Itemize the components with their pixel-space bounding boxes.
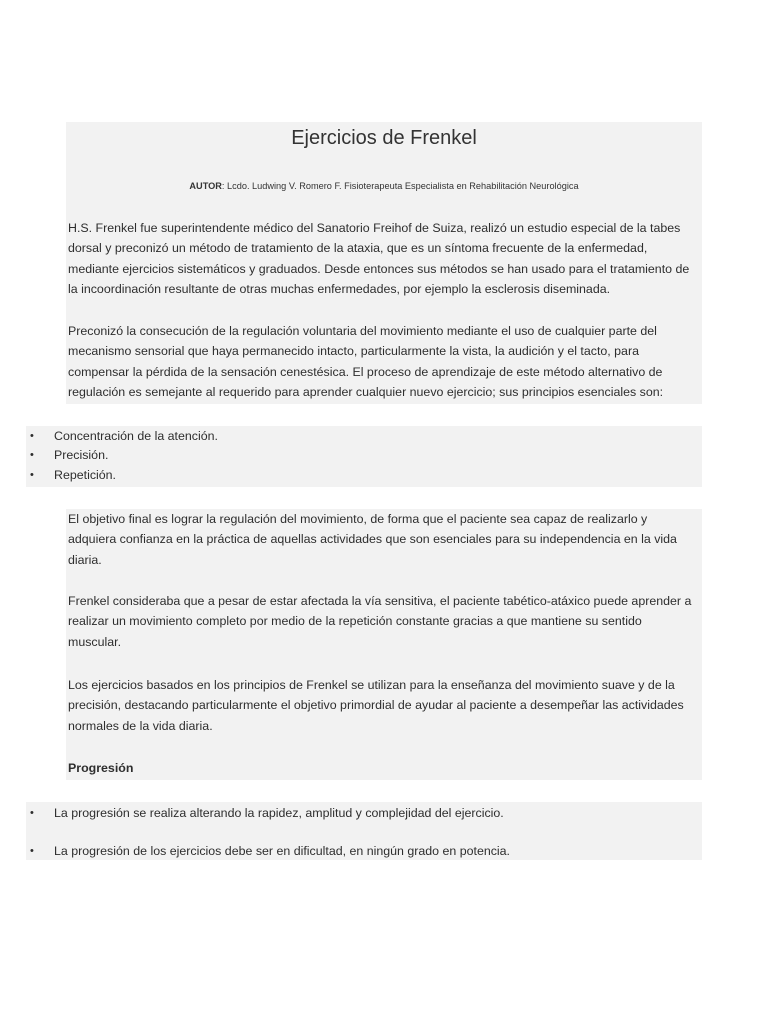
bullet-icon: • bbox=[30, 430, 34, 442]
bullet-icon: • bbox=[30, 845, 34, 857]
paragraph-line: adquiera confianza en la práctica de aquellas actividades que son esenciales para su independencia en la vida bbox=[68, 532, 677, 547]
paragraph-history bbox=[68, 218, 689, 300]
list-item-text: Concentración de la atención. bbox=[54, 429, 218, 443]
paragraph-line: compensar la pérdida de la sensación cenestésica. El proceso de aprendizaje de este método alternativo de bbox=[68, 364, 663, 379]
paragraph-line: normales de la vida diaria. bbox=[68, 718, 213, 733]
paragraph-line: dorsal y preconizó un método de tratamiento de la ataxia, que es un síntoma frecuente de la enfermedad, bbox=[68, 241, 648, 256]
list-item-text: La progresión se realiza alterando la rapidez, amplitud y complejidad del ejercicio. bbox=[54, 806, 504, 820]
paragraph-line: precisión, destacando particularmente el objetivo primordial de ayudar al paciente a desempeñar las actividades bbox=[68, 698, 684, 713]
author-label: AUTOR bbox=[189, 181, 222, 191]
author-line bbox=[66, 180, 702, 192]
bullet-icon: • bbox=[30, 807, 34, 819]
paragraph-line: H.S. Frenkel fue superintendente médico del Sanatorio Freihof de Suiza, realizó un estudio especial de la tabes bbox=[68, 221, 681, 235]
paragraph-line: diaria. bbox=[68, 552, 102, 567]
author-text: : Lcdo. Ludwing V. Romero F. Fisioterapeuta Especialista en Rehabilitación Neurológica bbox=[221, 181, 579, 191]
paragraph-line: realizar un movimiento completo por medio de la repetición constante gracias a que mantiene su sentido bbox=[68, 614, 642, 629]
paragraph-line: mecanismo sensorial que haya permanecido intacto, particularmente la vista, la audición y el tacto, para bbox=[68, 344, 639, 359]
paragraph-exercises bbox=[68, 675, 684, 736]
list-item-text: Repetición. bbox=[54, 468, 116, 482]
paragraph-line: Frenkel consideraba que a pesar de estar afectada la vía sensitiva, el paciente tabético-atáxico puede aprender a bbox=[68, 594, 692, 608]
paragraph-line: El objetivo final es lograr la regulación del movimiento, de forma que el paciente sea capaz de realizarlo y bbox=[68, 512, 648, 526]
paragraph-line: regulación es semejante al requerido para aprender cualquier nuevo ejercicio; sus principios esenciales son: bbox=[68, 385, 664, 400]
paragraph-line: la incoordinación resultante de otras muchas enfermedades, por ejemplo la esclerosis diseminada. bbox=[68, 282, 611, 297]
bullet-icon: • bbox=[30, 449, 34, 461]
paragraph-method bbox=[68, 321, 663, 403]
paragraph-line: muscular. bbox=[68, 634, 122, 649]
paragraph-line: Preconizó la consecución de la regulación voluntaria del movimiento mediante el uso de cualquier parte del bbox=[68, 324, 657, 338]
progression-list bbox=[26, 802, 702, 860]
paragraph-objective bbox=[68, 509, 677, 570]
principles-list bbox=[26, 426, 702, 487]
paragraph-line: Los ejercicios basados en los principios de Frenkel se utilizan para la enseñanza del movimiento suave y de la bbox=[68, 678, 675, 692]
document-title: Ejercicios de Frenkel bbox=[291, 127, 477, 149]
paragraph-line: mediante ejercicios sistemáticos y graduados. Desde entonces sus métodos se han usado para el tratamiento de bbox=[68, 261, 690, 276]
list-item-text: Precisión. bbox=[54, 448, 109, 462]
list-item-text: La progresión de los ejercicios debe ser en dificultad, en ningún grado en potencia. bbox=[54, 844, 511, 858]
intro-section bbox=[66, 122, 702, 404]
bullet-icon: • bbox=[30, 469, 34, 481]
body-section bbox=[66, 509, 702, 780]
progression-heading: Progresión bbox=[68, 761, 134, 775]
paragraph-patient bbox=[68, 591, 691, 652]
